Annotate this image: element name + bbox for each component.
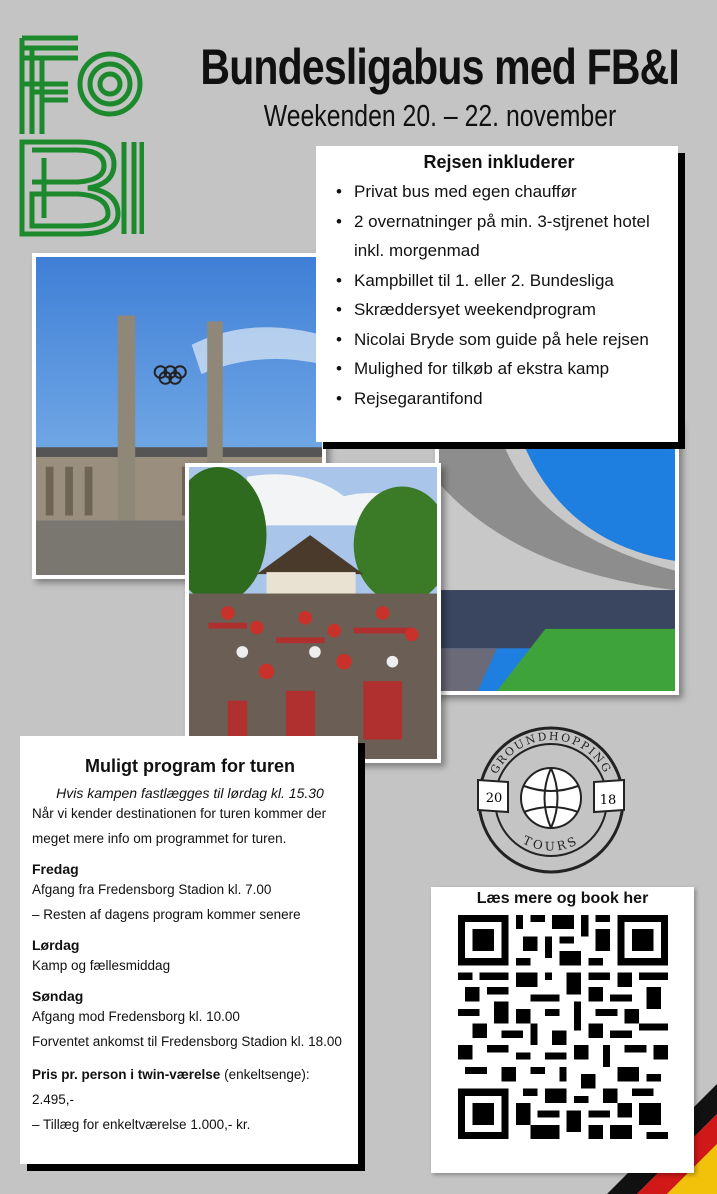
program-card <box>20 736 358 1164</box>
qr-code-icon[interactable] <box>458 914 668 1140</box>
list-item: • Skræddersyet weekendprogram <box>332 295 666 325</box>
day-sunday-line: Afgang mod Fredensborg kl. 10.00 <box>32 1009 240 1024</box>
badge-bottom-text: TOURS <box>520 832 582 854</box>
list-item: • Privat bus med egen chauffør <box>332 177 666 207</box>
day-friday-line: Afgang fra Fredensborg Stadion kl. 7.00 <box>32 882 272 897</box>
price-value: (enkeltsenge): 2.495,- <box>32 1067 310 1107</box>
list-item: • Rejsegarantifond <box>332 384 666 414</box>
qr-label: Læs mere og book her <box>476 890 649 907</box>
includes-card <box>316 146 678 442</box>
day-sunday-heading: Søndag <box>32 988 84 1004</box>
groundhopping-badge <box>468 720 634 880</box>
page-subtitle: Weekenden 20. – 22. november <box>263 98 617 133</box>
includes-heading: Rejsen inkluderer <box>423 152 575 172</box>
svg-text:TOURS <box>521 833 581 853</box>
photo-beer-garden <box>185 463 441 763</box>
day-sunday-line: Forventet ankomst til Fredensborg Stadion kl. 18.00 <box>32 1034 342 1049</box>
program-condition: Hvis kampen fastlægges til lørdag kl. 15.30 <box>56 785 324 801</box>
photo-stadium-interior <box>435 421 679 695</box>
day-saturday-line: Kamp og fællesmiddag <box>32 958 171 973</box>
badge-year-right: 18 <box>599 793 617 808</box>
list-item: • Kampbillet til 1. eller 2. Bundesliga <box>332 266 666 296</box>
list-item: • Nicolai Bryde som guide på hele rejsen <box>332 325 666 355</box>
price-line <box>32 1062 348 1112</box>
list-item: • 2 overnatninger på min. 3-stjrenet hotel inkl. morgenmad <box>332 207 666 266</box>
page-title: Bundesligabus med FB&I <box>200 39 679 95</box>
program-heading: Muligt program for turen <box>85 756 295 776</box>
price-extra: – Tillæg for enkeltværelse 1.000,- kr. <box>32 1117 251 1132</box>
football-icon <box>521 768 581 828</box>
day-saturday-heading: Lørdag <box>32 937 80 953</box>
list-item: • Mulighed for tilkøb af ekstra kamp <box>332 354 666 384</box>
day-friday-line: – Resten af dagens program kommer senere <box>32 907 301 922</box>
price-label: Pris pr. person i twin-værelse <box>32 1067 221 1082</box>
qr-card[interactable] <box>431 887 694 1173</box>
fbi-logo <box>18 34 144 238</box>
program-intro: Når vi kender destinationen for turen kommer der meget mere info om programmet for turen. <box>32 806 327 846</box>
includes-list <box>332 177 666 413</box>
badge-year-left: 20 <box>485 791 503 806</box>
day-friday-heading: Fredag <box>32 861 79 877</box>
badge-top-text: GROUNDHOPPING <box>487 729 615 777</box>
